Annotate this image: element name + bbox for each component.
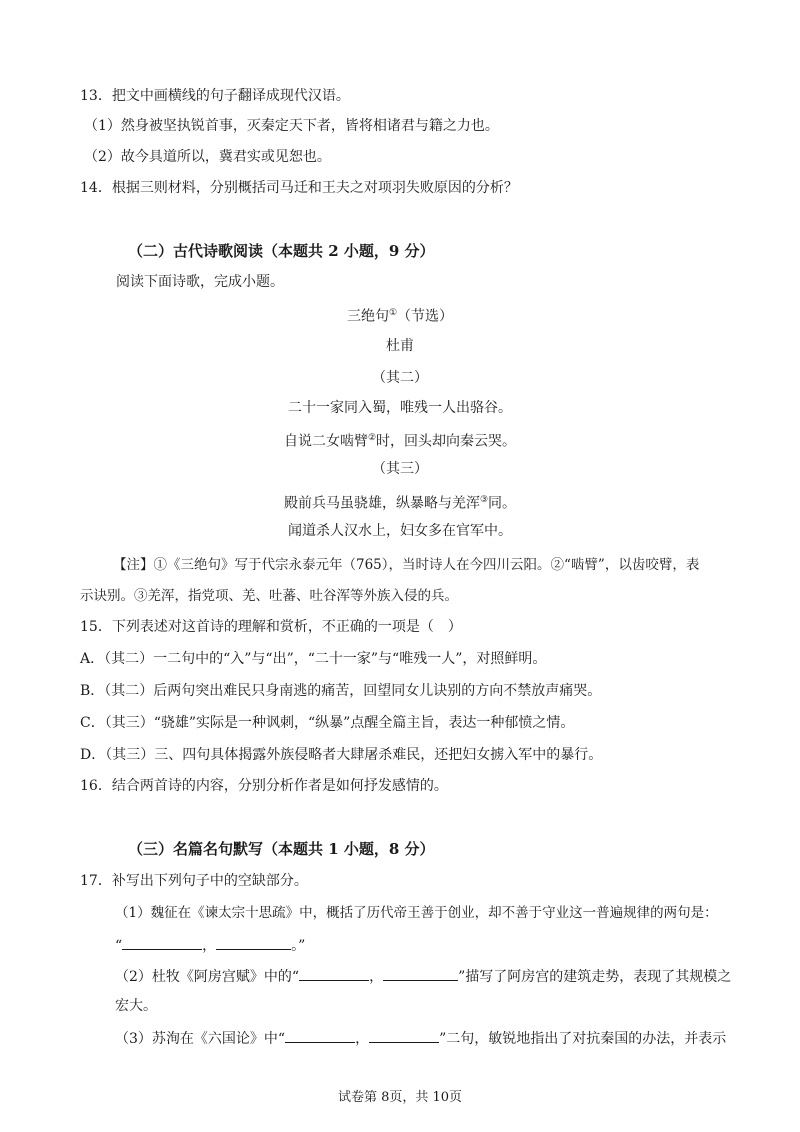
item-1-comma: ， [202,938,217,954]
question-17-item-2-continued: 宏大。 [115,998,157,1014]
question-15-option-a: A．（其二）一二句中的“入”与“出”，“二十一家”与“唯残一人”，对照鲜明。 [80,651,547,667]
poem-part-3-label: （其三） [372,461,428,477]
item-3-text-a: （3）苏洵在《六国论》中“ [115,1031,286,1047]
question-17-item-2 [115,966,731,987]
poem-part-3-line-1-mark: ③ [479,495,489,505]
item-2-text-a: （2）杜牧《阿房宫赋》中的“ [115,969,300,985]
poem-part-2-line-2 [0,428,800,452]
question-16: 16．结合两首诗的内容，分别分析作者是如何抒发感情的。 [80,778,448,794]
section-2-intro: 阅读下面诗歌，完成小题。 [116,274,284,290]
poem-part-2-line-2-mark: ② [367,433,377,443]
poem-note-line-2: 示诀别。③羌浑，指党项、羌、吐蕃、吐谷浑等外族入侵的兵。 [80,588,458,604]
poem-part-2-label: （其二） [372,370,428,386]
poem-part-2-line-2-b: 时，回头却向秦云哭。 [376,433,517,450]
poem-part-2-line-1: 二十一家同入蜀，唯残一人出骆谷。 [288,400,512,416]
poem-author: 杜甫 [386,338,414,354]
question-15-option-d: D．（其三）三、四句具体揭露外族侵略者大肆屠杀难民，还把妇女掳入军中的暴行。 [80,747,603,763]
item-2-comma: ， [369,969,384,985]
question-17-item-1: （1）魏征在《谏太宗十思疏》中，概括了历代帝王善于创业，却不善于守业这一普遍规律的两句是： [115,905,718,921]
poem-part-3-line-1-b: 同。 [488,495,517,512]
poem-part-3-line-1 [0,490,800,514]
question-15-option-b: B．（其二）后两句突出难民只身南逃的痛苦，回望同女儿诀别的方向不禁放声痛哭。 [80,683,602,699]
item-3-comma: ， [355,1031,370,1047]
question-13: 13．把文中画横线的句子翻译成现代汉语。 [80,88,350,104]
item-2-text-b: ”描写了阿房宫的建筑走势，表现了其规模之 [458,969,732,985]
item-1-blank-1[interactable] [122,935,202,950]
poem-title-mark: ① [388,308,398,318]
item-3-blank-1[interactable] [285,1028,355,1043]
poem-title [0,303,800,327]
question-17: 17．补写出下列句子中的空缺部分。 [80,873,308,889]
poem-part-2-line-2-a: 自说二女啮臂 [283,433,368,450]
poem-part-3-line-1-a: 殿前兵马虽骁雄，纵暴略与羌浑 [283,495,480,512]
item-1-blank-2[interactable] [216,935,291,950]
question-17-item-3 [115,1028,726,1049]
item-1-open-quote: “ [115,938,123,954]
question-15-option-c: C．（其三）“骁雄”实际是一种讽刺，“纵暴”点醒全篇主旨，表达一种郁愤之情。 [80,715,575,731]
question-15: 15．下列表述对这首诗的理解和赏析，不正确的一项是（ ） [80,619,462,635]
poem-title-text: 三绝句 [346,308,389,325]
item-3-text-b: ”二句，敏锐地指出了对抗秦国的办法，并表示 [439,1031,727,1047]
poem-title-suffix: （节选） [397,308,454,325]
poem-part-3-line-2: 闻道杀人汉水上，妇女多在官军中。 [288,523,512,539]
question-13-item-2: （2）故今具道所以，冀君实或见恕也。 [84,149,331,165]
section-3-heading: （三）名篇名句默写（本题共 1 小题，8 分） [128,840,435,858]
page-footer: 试卷第 8页，共 10页 [337,1090,463,1105]
question-14: 14．根据三则材料，分别概括司马迁和王夫之对项羽失败原因的分析？ [80,180,518,196]
question-13-item-1: （1）然身被坚执锐首事，灭秦定天下者，皆将相诸君与籍之力也。 [84,118,499,134]
item-1-close-quote: 。” [291,938,306,954]
item-3-blank-2[interactable] [369,1028,439,1043]
item-2-blank-2[interactable] [383,966,458,981]
item-2-blank-1[interactable] [299,966,369,981]
section-2-heading: （二）古代诗歌阅读（本题共 2 小题，9 分） [128,242,435,260]
poem-note-line-1: 【注】①《三绝句》写于代宗永泰元年（765），当时诗人在今四川云阳。②“啮臂”，以齿咬臂，表 [113,557,700,573]
question-17-item-1-blanks [115,935,305,956]
